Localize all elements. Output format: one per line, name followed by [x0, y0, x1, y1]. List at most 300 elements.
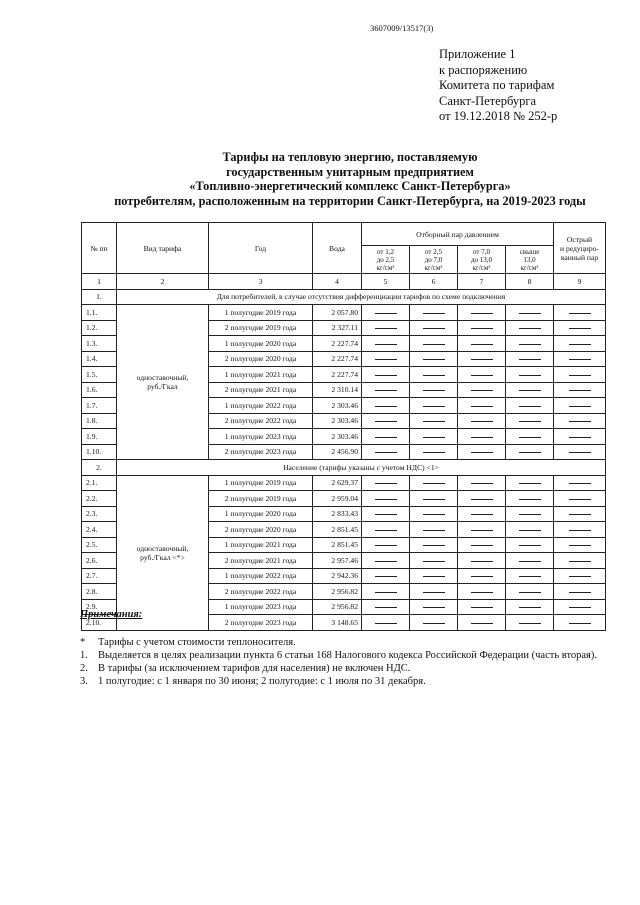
header-steam-line: от 1,2 — [377, 247, 394, 256]
empty-cell — [554, 429, 606, 445]
dash-mark — [569, 452, 591, 453]
empty-cell — [362, 615, 410, 631]
dash-mark — [519, 514, 541, 515]
dash-mark — [569, 328, 591, 329]
empty-cell — [410, 367, 458, 383]
note-mark: 2. — [80, 663, 88, 674]
empty-cell — [362, 382, 410, 398]
dash-mark — [471, 576, 493, 577]
dash-mark — [569, 499, 591, 500]
empty-cell — [362, 429, 410, 445]
empty-cell — [458, 429, 506, 445]
dash-mark — [569, 545, 591, 546]
empty-cell — [554, 398, 606, 414]
note-text: Тарифы с учетом стоимости теплоносителя. — [98, 637, 296, 648]
empty-cell — [458, 506, 506, 522]
section-heading-row — [82, 460, 606, 476]
empty-cell — [506, 599, 554, 615]
tariff-type — [117, 305, 209, 460]
dash-mark — [423, 530, 445, 531]
empty-cell — [458, 584, 506, 600]
period: 2 полугодие 2021 года — [209, 553, 313, 569]
empty-cell — [362, 320, 410, 336]
empty-cell — [362, 413, 410, 429]
dash-mark — [375, 421, 397, 422]
dash-mark — [423, 328, 445, 329]
dash-mark — [569, 313, 591, 314]
empty-cell — [410, 553, 458, 569]
empty-cell — [554, 305, 606, 321]
dash-mark — [423, 452, 445, 453]
empty-cell — [506, 351, 554, 367]
dash-mark — [423, 561, 445, 562]
dash-mark — [471, 545, 493, 546]
dash-mark — [423, 359, 445, 360]
period: 1 полугодие 2019 года — [209, 305, 313, 321]
empty-cell — [506, 553, 554, 569]
empty-cell — [362, 336, 410, 352]
row-number: 2.3. — [82, 506, 117, 522]
dash-mark — [423, 499, 445, 500]
water-tariff: 2 227.74 — [313, 351, 362, 367]
empty-cell — [506, 398, 554, 414]
dash-mark — [423, 576, 445, 577]
dash-mark — [569, 359, 591, 360]
period: 1 полугодие 2020 года — [209, 506, 313, 522]
notes-list — [80, 636, 598, 688]
empty-cell — [410, 491, 458, 507]
empty-cell — [554, 599, 606, 615]
appendix-line: от 19.12.2018 № 252-р — [439, 109, 558, 123]
period: 2 полугодие 2020 года — [209, 522, 313, 538]
empty-cell — [458, 398, 506, 414]
appendix-line: Комитета по тарифам — [439, 78, 555, 92]
empty-cell — [506, 568, 554, 584]
header-sharp-line: Острый — [566, 234, 593, 244]
section-heading-row — [82, 289, 606, 305]
empty-cell — [410, 398, 458, 414]
dash-mark — [375, 437, 397, 438]
title-line: Тарифы на тепловую энергию, поставляемую — [222, 150, 478, 164]
empty-cell — [554, 413, 606, 429]
empty-cell — [554, 382, 606, 398]
appendix-block — [439, 47, 557, 125]
column-number: 9 — [554, 274, 606, 290]
dash-mark — [569, 437, 591, 438]
dash-mark — [569, 607, 591, 608]
dash-mark — [471, 437, 493, 438]
empty-cell — [410, 413, 458, 429]
water-tariff: 2 456.90 — [313, 444, 362, 460]
water-tariff: 2 057.80 — [313, 305, 362, 321]
header-steam-line: кг/см² — [520, 263, 539, 272]
header-steam-line: до 2,5 — [376, 255, 395, 264]
title-line: потребителям, расположенным на территории Санкт-Петербурга, на 2019-2023 годы — [114, 193, 586, 208]
column-number-row — [82, 274, 606, 290]
column-number: 8 — [506, 274, 554, 290]
dash-mark — [375, 375, 397, 376]
dash-mark — [569, 483, 591, 484]
dash-mark — [423, 421, 445, 422]
section-number: 2. — [82, 460, 117, 476]
empty-cell — [458, 320, 506, 336]
column-number: 7 — [458, 274, 506, 290]
dash-mark — [569, 623, 591, 624]
dash-mark — [519, 328, 541, 329]
row-number: 2.7. — [82, 568, 117, 584]
empty-cell — [362, 553, 410, 569]
dash-mark — [471, 359, 493, 360]
dash-mark — [375, 561, 397, 562]
empty-cell — [362, 599, 410, 615]
empty-cell — [410, 336, 458, 352]
empty-cell — [506, 615, 554, 631]
period: 1 полугодие 2022 года — [209, 568, 313, 584]
empty-cell — [410, 305, 458, 321]
dash-mark — [519, 499, 541, 500]
empty-cell — [506, 537, 554, 553]
notes-title: Примечания: — [80, 609, 143, 620]
appendix-line: Санкт-Петербурга — [439, 93, 537, 108]
empty-cell — [458, 351, 506, 367]
row-number: 2.2. — [82, 491, 117, 507]
row-number: 1.3. — [82, 336, 117, 352]
header-steam-line: до 7,0 — [424, 255, 443, 264]
dash-mark — [375, 499, 397, 500]
empty-cell — [506, 475, 554, 491]
dash-mark — [375, 592, 397, 593]
empty-cell — [410, 615, 458, 631]
dash-mark — [471, 421, 493, 422]
table-row — [82, 305, 606, 321]
period: 2 полугодие 2020 года — [209, 351, 313, 367]
water-tariff: 2 303.46 — [313, 398, 362, 414]
row-number: 1.6. — [82, 382, 117, 398]
water-tariff: 2 959.04 — [313, 491, 362, 507]
dash-mark — [375, 576, 397, 577]
row-number: 2.5. — [82, 537, 117, 553]
water-tariff: 2 942.36 — [313, 568, 362, 584]
water-tariff: 2 327.11 — [313, 320, 362, 336]
water-tariff: 2 851.45 — [313, 522, 362, 538]
empty-cell — [506, 305, 554, 321]
dash-mark — [519, 592, 541, 593]
column-number: 6 — [410, 274, 458, 290]
header-steam-3 — [458, 246, 506, 274]
row-number: 2.4. — [82, 522, 117, 538]
header-steam-4 — [506, 246, 554, 274]
empty-cell — [362, 367, 410, 383]
tariff-type — [117, 475, 209, 630]
dash-mark — [375, 483, 397, 484]
dash-mark — [423, 592, 445, 593]
empty-cell — [458, 444, 506, 460]
row-number: 1.10. — [82, 444, 117, 460]
dash-mark — [519, 483, 541, 484]
dash-mark — [423, 514, 445, 515]
dash-mark — [375, 328, 397, 329]
period: 2 полугодие 2022 года — [209, 413, 313, 429]
dash-mark — [471, 607, 493, 608]
period: 1 полугодие 2022 года — [209, 398, 313, 414]
empty-cell — [362, 568, 410, 584]
header-steam-1 — [362, 246, 410, 274]
empty-cell — [458, 553, 506, 569]
dash-mark — [423, 437, 445, 438]
note-item — [80, 636, 296, 649]
dash-mark — [569, 514, 591, 515]
dash-mark — [375, 545, 397, 546]
dash-mark — [423, 623, 445, 624]
column-number: 5 — [362, 274, 410, 290]
header-sharp-line: и редуциро- — [560, 243, 599, 253]
dash-mark — [423, 390, 445, 391]
empty-cell — [410, 382, 458, 398]
dash-mark — [471, 406, 493, 407]
empty-cell — [554, 522, 606, 538]
tariff-type-line: одноставочный, — [136, 373, 189, 382]
dash-mark — [375, 406, 397, 407]
column-number: 3 — [209, 274, 313, 290]
column-number: 2 — [117, 274, 209, 290]
section-heading: Для потребителей, в случае отсутствия дифференциации тарифов по схеме подключения — [117, 289, 606, 305]
empty-cell — [554, 336, 606, 352]
water-tariff: 2 303.46 — [313, 413, 362, 429]
empty-cell — [458, 522, 506, 538]
empty-cell — [362, 491, 410, 507]
empty-cell — [362, 475, 410, 491]
water-tariff: 2 956.82 — [313, 584, 362, 600]
header-steam-line: кг/см² — [472, 263, 491, 272]
empty-cell — [506, 320, 554, 336]
header-year: Год — [209, 223, 313, 274]
appendix-line: к распоряжению — [439, 62, 528, 77]
column-number: 4 — [313, 274, 362, 290]
dash-mark — [471, 375, 493, 376]
empty-cell — [410, 320, 458, 336]
row-number: 2.6. — [82, 553, 117, 569]
dash-mark — [569, 576, 591, 577]
dash-mark — [569, 592, 591, 593]
dash-mark — [375, 344, 397, 345]
row-number: 2.8. — [82, 584, 117, 600]
header-row — [82, 223, 606, 246]
dash-mark — [569, 421, 591, 422]
note-item — [80, 662, 411, 675]
dash-mark — [519, 421, 541, 422]
empty-cell — [506, 336, 554, 352]
empty-cell — [554, 367, 606, 383]
dash-mark — [519, 437, 541, 438]
table-body — [82, 223, 606, 631]
period: 1 полугодие 2020 года — [209, 336, 313, 352]
row-number: 1.5. — [82, 367, 117, 383]
empty-cell — [362, 537, 410, 553]
empty-cell — [410, 584, 458, 600]
period: 2 полугодие 2023 года — [209, 444, 313, 460]
dash-mark — [519, 607, 541, 608]
empty-cell — [410, 475, 458, 491]
header-steam-line: свыше — [519, 247, 540, 256]
title-line: государственным унитарным предприятием — [226, 164, 474, 179]
row-number: 2.9. — [82, 599, 117, 615]
note-item — [80, 675, 426, 688]
empty-cell — [458, 491, 506, 507]
header-steam-group: Отборный пар давлением — [362, 223, 554, 246]
dash-mark — [519, 406, 541, 407]
empty-cell — [458, 382, 506, 398]
note-text: В тарифы (за исключением тарифов для населения) не включен НДС. — [98, 663, 411, 674]
header-steam-line: кг/см² — [376, 263, 395, 272]
empty-cell — [458, 537, 506, 553]
empty-cell — [362, 305, 410, 321]
dash-mark — [519, 561, 541, 562]
dash-mark — [423, 545, 445, 546]
dash-mark — [519, 623, 541, 624]
dash-mark — [375, 607, 397, 608]
period: 1 полугодие 2019 года — [209, 475, 313, 491]
empty-cell — [554, 584, 606, 600]
row-number: 1.4. — [82, 351, 117, 367]
note-mark: 3. — [80, 676, 88, 687]
dash-mark — [471, 452, 493, 453]
empty-cell — [410, 429, 458, 445]
empty-cell — [458, 305, 506, 321]
water-tariff: 2 227.74 — [313, 367, 362, 383]
empty-cell — [506, 413, 554, 429]
empty-cell — [506, 506, 554, 522]
dash-mark — [471, 561, 493, 562]
dash-mark — [569, 561, 591, 562]
empty-cell — [554, 475, 606, 491]
dash-mark — [375, 452, 397, 453]
dash-mark — [519, 576, 541, 577]
dash-mark — [423, 375, 445, 376]
dash-mark — [569, 530, 591, 531]
dash-mark — [471, 592, 493, 593]
note-item — [80, 649, 598, 662]
empty-cell — [506, 584, 554, 600]
empty-cell — [554, 553, 606, 569]
dash-mark — [519, 452, 541, 453]
tariff-type-line: руб./Гкал — [147, 382, 178, 391]
dash-mark — [375, 359, 397, 360]
dash-mark — [569, 344, 591, 345]
empty-cell — [458, 475, 506, 491]
water-tariff: 2 227.74 — [313, 336, 362, 352]
empty-cell — [458, 615, 506, 631]
dash-mark — [569, 406, 591, 407]
empty-cell — [458, 367, 506, 383]
empty-cell — [506, 382, 554, 398]
dash-mark — [375, 530, 397, 531]
document-title — [40, 150, 640, 208]
empty-cell — [410, 351, 458, 367]
table-row — [82, 475, 606, 491]
row-number: 1.2. — [82, 320, 117, 336]
empty-cell — [506, 522, 554, 538]
header-steam-line: кг/см² — [424, 263, 443, 272]
header-steam-line: до 13,0 — [470, 255, 493, 264]
empty-cell — [362, 584, 410, 600]
empty-cell — [554, 351, 606, 367]
water-tariff: 2 851.45 — [313, 537, 362, 553]
period: 1 полугодие 2021 года — [209, 367, 313, 383]
dash-mark — [375, 313, 397, 314]
title-line: «Топливно-энергетический комплекс Санкт-Петербурга» — [189, 179, 511, 193]
empty-cell — [362, 506, 410, 522]
dash-mark — [471, 313, 493, 314]
period: 2 полугодие 2022 года — [209, 584, 313, 600]
document-id: 3607009/13517(3) — [370, 23, 434, 33]
section-number: 1. — [82, 289, 117, 305]
empty-cell — [458, 568, 506, 584]
water-tariff: 2 310.14 — [313, 382, 362, 398]
dash-mark — [471, 499, 493, 500]
column-number: 1 — [82, 274, 117, 290]
empty-cell — [554, 568, 606, 584]
empty-cell — [554, 506, 606, 522]
water-tariff: 2 303.46 — [313, 429, 362, 445]
header-steam-line: от 7,0 — [473, 247, 490, 256]
header-steam-line: 13,0 — [523, 255, 536, 264]
tariff-table — [81, 222, 606, 631]
header-sharp-line: ванный пар — [560, 252, 599, 262]
empty-cell — [410, 522, 458, 538]
water-tariff: 2 957.46 — [313, 553, 362, 569]
dash-mark — [569, 375, 591, 376]
dash-mark — [519, 375, 541, 376]
dash-mark — [519, 390, 541, 391]
dash-mark — [569, 390, 591, 391]
empty-cell — [554, 537, 606, 553]
empty-cell — [410, 444, 458, 460]
dash-mark — [519, 313, 541, 314]
dash-mark — [519, 344, 541, 345]
header-water: Вода — [313, 223, 362, 274]
period: 2 полугодие 2019 года — [209, 491, 313, 507]
dash-mark — [375, 623, 397, 624]
header-sharp-steam — [554, 223, 606, 274]
dash-mark — [519, 530, 541, 531]
note-mark: 1. — [80, 650, 88, 661]
dash-mark — [471, 623, 493, 624]
dash-mark — [471, 390, 493, 391]
dash-mark — [423, 313, 445, 314]
dash-mark — [471, 514, 493, 515]
period: 1 полугодие 2021 года — [209, 537, 313, 553]
note-text: Выделяется в целях реализации пункта 6 статьи 168 Налогового кодекса Российской Федерации (часть вторая). — [98, 650, 598, 661]
note-mark: * — [80, 637, 86, 648]
dash-mark — [519, 545, 541, 546]
empty-cell — [410, 537, 458, 553]
row-number: 1.1. — [82, 305, 117, 321]
tariff-type-line: одноставочный, — [136, 543, 189, 553]
empty-cell — [554, 491, 606, 507]
empty-cell — [410, 506, 458, 522]
water-tariff: 2 629.37 — [313, 475, 362, 491]
water-tariff: 2 833.43 — [313, 506, 362, 522]
water-tariff: 2 956.82 — [313, 599, 362, 615]
dash-mark — [423, 406, 445, 407]
empty-cell — [506, 367, 554, 383]
row-number: 2.10. — [82, 615, 117, 631]
empty-cell — [362, 398, 410, 414]
note-text: 1 полугодие: с 1 января по 30 июня; 2 полугодие: с 1 июля по 31 декабря. — [98, 676, 426, 687]
empty-cell — [554, 320, 606, 336]
empty-cell — [554, 444, 606, 460]
dash-mark — [375, 390, 397, 391]
